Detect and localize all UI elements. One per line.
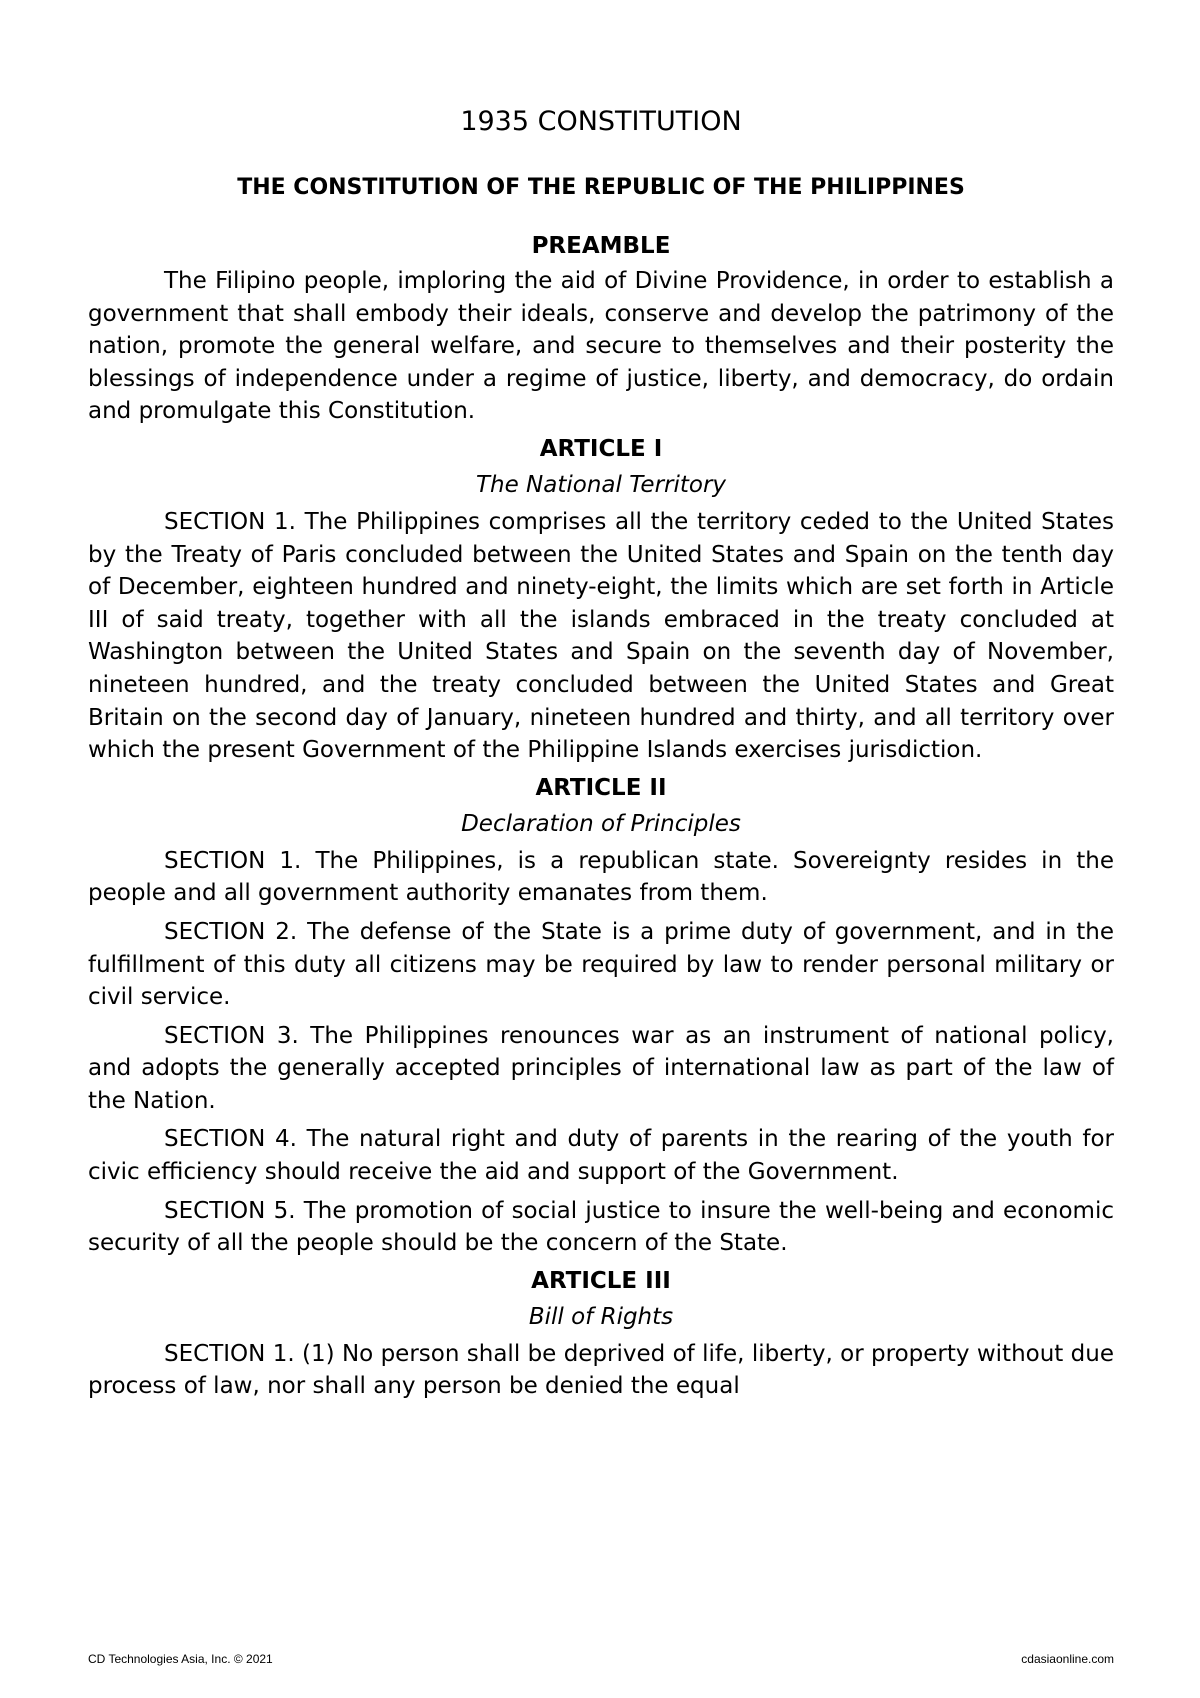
document-subtitle: THE CONSTITUTION OF THE REPUBLIC OF THE PHILIPPINES — [237, 175, 965, 200]
article-2-heading: ARTICLE II — [535, 774, 667, 801]
article-2-section-3: SECTION 3. The Philippines renounces war as an instrument of national policy, and adopts the generally accepted principles of international law as part of the law of the Nation. — [88, 1022, 1114, 1114]
document-title: 1935 CONSTITUTION — [460, 106, 742, 137]
article-1-subheading: The National Territory — [475, 471, 727, 498]
article-3-section-1: SECTION 1. (1) No person shall be deprived of life, liberty, or property without due process of law, nor shall any person be denied the equal — [88, 1340, 1114, 1400]
article-2-subheading: Declaration of Principles — [461, 810, 741, 837]
article-3-subheading: Bill of Rights — [528, 1303, 674, 1330]
preamble-text: The Filipino people, imploring the aid of Divine Providence, in order to establish a government that shall embody their ideals, conserve and develop the patrimony of the nation, promote the general welfare, and secure to themselves and their posterity the blessings of independence under a regime of justice, liberty, and democracy, do ordain and promulgate this Constitution. — [88, 268, 1114, 425]
footer-copyright: CD Technologies Asia, Inc. © 2021 — [88, 1652, 273, 1666]
article-2-section-4: SECTION 4. The natural right and duty of parents in the rearing of the youth for civic efficiency should receive the aid and support of the Government. — [88, 1126, 1114, 1186]
footer-website: cdasiaonline.com — [1021, 1652, 1114, 1666]
article-3-heading: ARTICLE III — [531, 1267, 671, 1294]
article-1-heading: ARTICLE I — [539, 435, 663, 462]
document-page — [88, 95, 1114, 1407]
article-2-section-1: SECTION 1. The Philippines, is a republican state. Sovereignty resides in the people and all government authority emanates from them. — [88, 847, 1114, 907]
article-2-section-5: SECTION 5. The promotion of social justice to insure the well-being and economic security of all the people should be the concern of the State. — [88, 1197, 1114, 1257]
article-2-section-2: SECTION 2. The defense of the State is a prime duty of government, and in the fulfillment of this duty all citizens may be required by law to render personal military or civil service. — [88, 918, 1114, 1011]
article-1-section-1: SECTION 1. The Philippines comprises all the territory ceded to the United States by the Treaty of Paris concluded between the United States and Spain on the tenth day of December, eighteen hundred and ninety-eight, the limits which are set forth in Article III of said treaty, together with all the islands embraced in the treaty concluded at Washington between the United States and Spain on the seventh day of November, nineteen hundred, and the treaty concluded between the United States and Great Britain on the second day of January, nineteen hundred and thirty, and all territory over which the present Government of the Philippine Islands exercises jurisdiction. — [88, 508, 1114, 764]
preamble-heading: PREAMBLE — [531, 233, 671, 259]
